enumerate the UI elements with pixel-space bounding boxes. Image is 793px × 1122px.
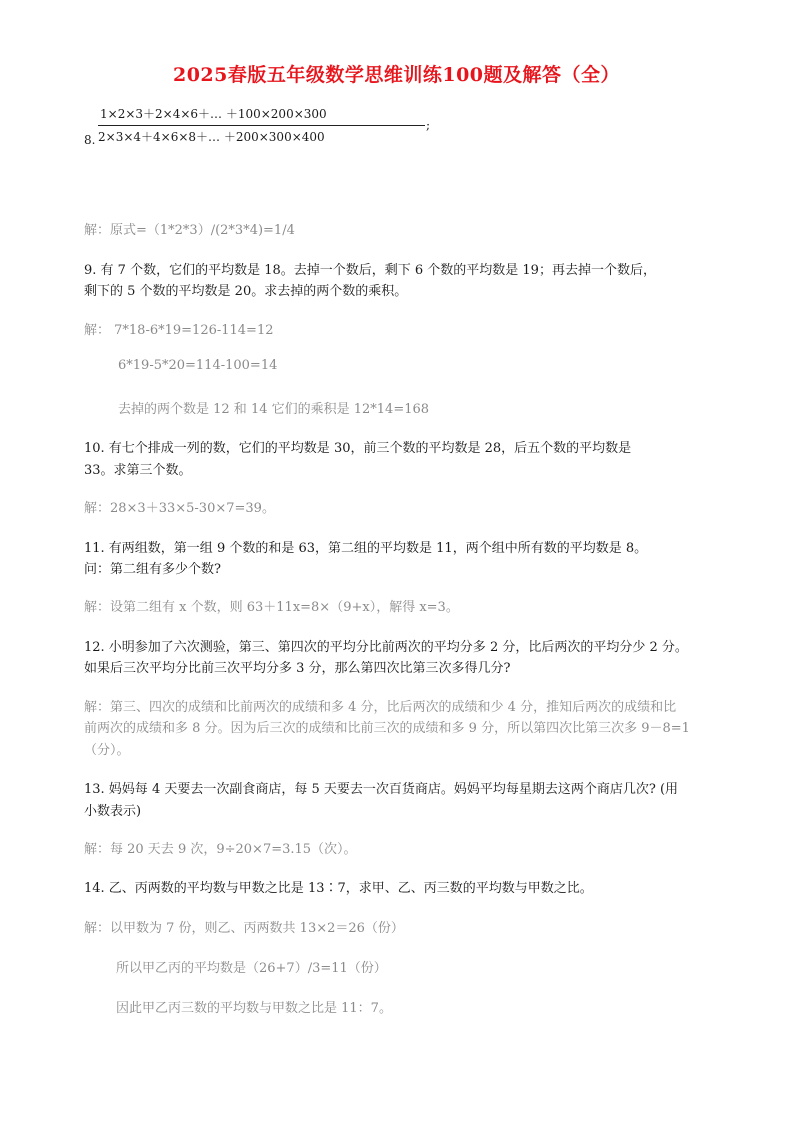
document-title: 2025春版五年级数学思维训练100题及解答（全） (172, 64, 621, 86)
answer-12-line-1: 解：第三、四次的成绩和比前两次的成绩和多 4 分，比后两次的成绩和少 4 分，推知后两次的成绩和比 (84, 700, 677, 715)
question-14-line-1: 14. 乙、丙两数的平均数与甲数之比是 13∶7，求甲、乙、丙三数的平均数与甲数之比。 (84, 881, 593, 896)
question-13-line-2: 小数表示) (84, 804, 142, 819)
answer-8: 解：原式=（1*2*3）/(2*3*4)=1/4 (84, 223, 295, 238)
fraction-numerator: 1×2×3＋2×4×6＋… ＋100×200×300 (100, 107, 327, 121)
question-8-number: 8. (84, 133, 96, 147)
answer-9-line-1: 解： 7*18-6*19=126-114=12 (84, 323, 274, 338)
question-12-line-1: 12. 小明参加了六次测验，第三、第四次的平均分比前两次的平均分多 2 分，比后两次的平均分少 2 分。 (84, 640, 688, 655)
question-10-line-1: 10. 有七个排成一列的数，它们的平均数是 30，前三个数的平均数是 28，后五个数的平均数是 (84, 441, 632, 456)
fraction-semicolon: ; (426, 118, 431, 132)
fraction-bar (98, 125, 425, 126)
question-13-line-1: 13. 妈妈每 4 天要去一次副食商店，每 5 天要去一次百货商店。妈妈平均每星期去这两个商店几次? (用 (84, 782, 679, 797)
answer-12-line-3: （分）。 (84, 743, 130, 758)
answer-14-line-1: 解：以甲数为 7 份，则乙、丙两数共 13×2＝26（份） (84, 921, 404, 936)
answer-11: 解：设第二组有 x 个数，则 63＋11x=8×（9+x），解得 x=3。 (84, 600, 459, 615)
answer-12-line-2: 前两次的成绩和多 8 分。因为后三次的成绩和比前三次的成绩和多 9 分，所以第四次比第三次多 9－8=1 (84, 721, 690, 736)
question-9-line-2: 剩下的 5 个数的平均数是 20。求去掉的两个数的乘积。 (84, 284, 408, 299)
question-9-line-1: 9. 有 7 个数，它们的平均数是 18。去掉一个数后，剩下 6 个数的平均数是 19；再去掉一个数后， (84, 263, 656, 278)
question-10-line-2: 33。求第三个数。 (84, 463, 192, 478)
fraction-denominator: 2×3×4＋4×6×8＋… ＋200×300×400 (98, 130, 325, 144)
question-11-line-2: 问：第二组有多少个数? (84, 562, 221, 577)
answer-13: 解：每 20 天去 9 次，9÷20×7=3.15（次）。 (84, 842, 357, 857)
question-11-line-1: 11. 有两组数，第一组 9 个数的和是 63，第二组的平均数是 11，两个组中所有数的平均数是 8。 (84, 541, 648, 556)
answer-9-line-3: 去掉的两个数是 12 和 14 它们的乘积是 12*14=168 (118, 402, 430, 417)
question-12-line-2: 如果后三次平均分比前三次平均分多 3 分，那么第四次比第三次多得几分? (84, 661, 511, 676)
answer-14-line-3: 因此甲乙丙三数的平均数与甲数之比是 11：7。 (116, 1001, 392, 1016)
answer-9-line-2: 6*19-5*20=114-100=14 (118, 358, 278, 373)
answer-10: 解：28×3＋33×5-30×7=39。 (84, 501, 275, 516)
answer-14-line-2: 所以甲乙丙的平均数是（26+7）/3=11（份） (116, 961, 387, 976)
